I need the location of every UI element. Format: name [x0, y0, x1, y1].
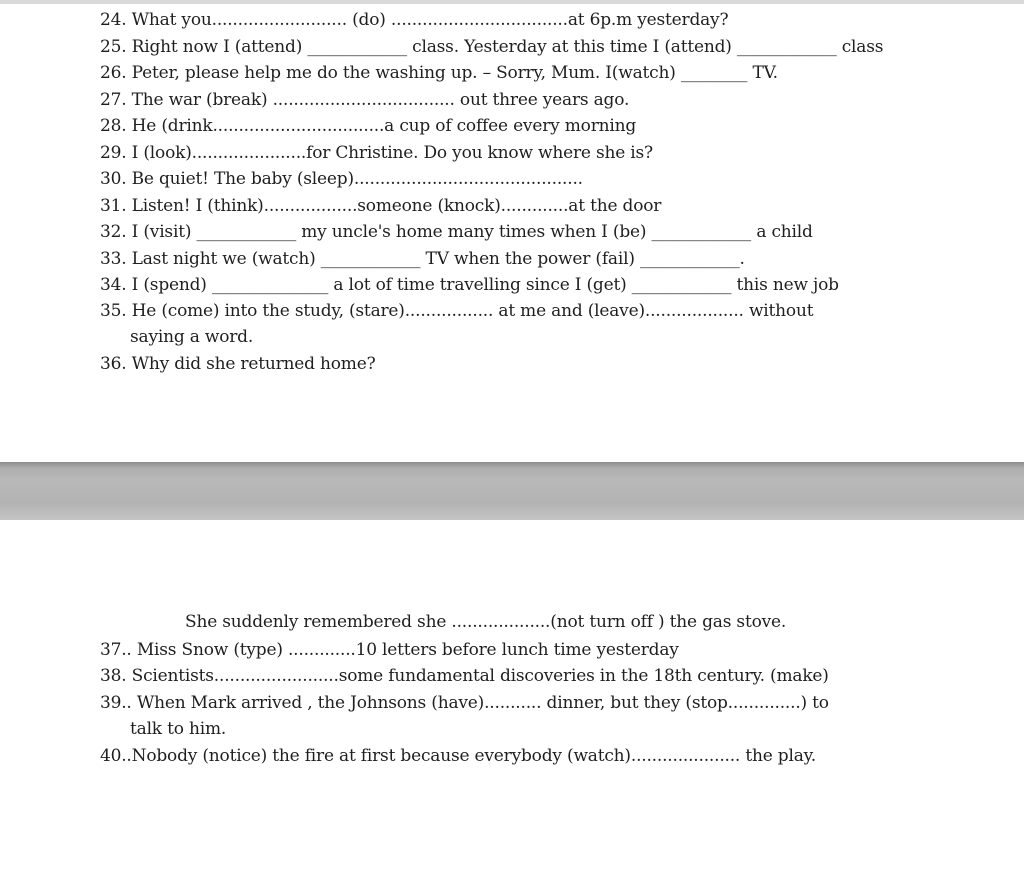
question-35-continued: saying a word.	[130, 327, 254, 347]
question-30: 30. Be quiet! The baby (sleep)............................................	[100, 169, 583, 189]
question-25: 25. Right now I (attend) ____________ class. Yesterday at this time I (attend) ____________ class	[100, 37, 884, 57]
question-33: 33. Last night we (watch) ____________ TV when the power (fail) ____________.	[100, 249, 745, 269]
question-32: 32. I (visit) ____________ my uncle's home many times when I (be) ____________ a child	[100, 222, 813, 242]
question-39: 39.. When Mark arrived , the Johnsons (have)........... dinner, but they (stop..............) to	[100, 693, 829, 713]
question-34: 34. I (spend) ______________ a lot of time travelling since I (get) ____________ this new job	[100, 275, 839, 295]
question-28: 28. He (drink.................................a cup of coffee every morning	[100, 116, 637, 136]
page-separator	[0, 462, 1024, 520]
worksheet-page-bottom	[0, 520, 1024, 875]
question-40: 40..Nobody (notice) the fire at first because everybody (watch)..................... the play.	[100, 746, 816, 766]
question-27: 27. The war (break) ................................... out three years ago.	[100, 90, 630, 110]
question-37: 37.. Miss Snow (type) .............10 letters before lunch time yesterday	[100, 640, 679, 660]
question-intro-sentence: She suddenly remembered she ...................(not turn off ) the gas stove.	[185, 612, 787, 632]
question-31: 31. Listen! I (think)..................someone (knock).............at the door	[100, 196, 662, 216]
question-36: 36. Why did she returned home?	[100, 354, 376, 374]
worksheet-page-top	[0, 4, 1024, 462]
question-39-continued: talk to him.	[130, 719, 227, 739]
question-26: 26. Peter, please help me do the washing up. – Sorry, Mum. I(watch) ________ TV.	[100, 63, 778, 83]
question-35: 35. He (come) into the study, (stare)................. at me and (leave)................... without	[100, 301, 814, 321]
question-24: 24. What you.......................... (do) ..................................at 6p.m yesterday?	[100, 10, 729, 30]
question-38: 38. Scientists........................some fundamental discoveries in the 18th century. (make)	[100, 666, 829, 686]
question-29: 29. I (look)......................for Christine. Do you know where she is?	[100, 143, 653, 163]
